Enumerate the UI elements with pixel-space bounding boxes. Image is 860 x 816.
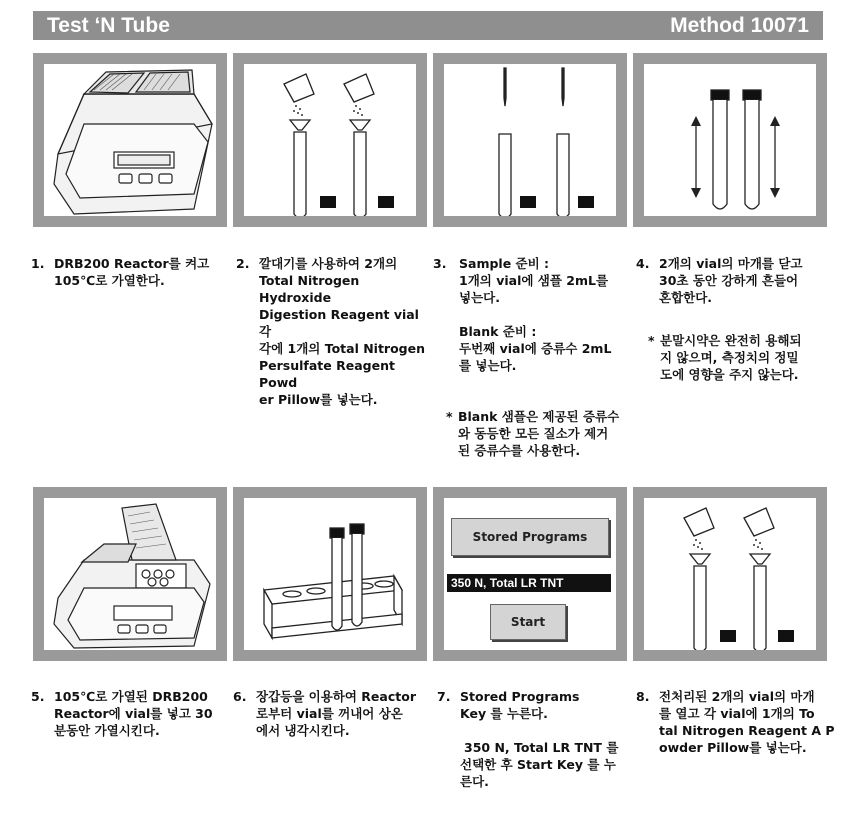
note-line: Blank 샘플은 제공된 증류수 (458, 409, 620, 424)
reactor-open-illustration (44, 498, 216, 650)
vial-rack-illustration (244, 498, 416, 650)
step-line: 에서 냉각시킨다. (256, 723, 350, 738)
step-line: DRB200 Reactor를 켜고 (54, 256, 210, 271)
step-number: 8. (636, 689, 650, 704)
step-line: 깔대기를 사용하여 2개의 (259, 256, 398, 271)
step-line: 105℃로 가열한다. (54, 273, 165, 288)
step-line: 를 열고 각 vial에 1개의 To (659, 706, 815, 721)
step-line: Key 를 누른다. (460, 706, 548, 721)
step-line: 2개의 vial의 마개를 닫고 (659, 256, 803, 271)
step-number: 2. (236, 256, 250, 271)
step-6-image (233, 487, 427, 661)
step-line: Stored Programs (460, 689, 580, 704)
step-3-note (444, 408, 619, 459)
instrument-screen (444, 498, 616, 650)
page-title: Test ‘N Tube (47, 14, 170, 37)
stored-programs-button[interactable]: Stored Programs (451, 518, 609, 556)
page-header (33, 11, 823, 40)
note-line: 지 않으며, 측정치의 정밀 (660, 350, 799, 365)
step-number: 6. (233, 689, 247, 704)
funnel-powder-illustration (244, 64, 416, 216)
step-line: Blank 준비 : (459, 324, 537, 339)
shake-vials-illustration (644, 64, 816, 216)
note-line: 와 동등한 모든 질소가 제거 (458, 426, 609, 441)
reactor-closed-illustration (44, 64, 216, 216)
step-line: 전처리된 2개의 vial의 마개 (659, 689, 815, 704)
step-2-image (233, 53, 427, 227)
start-button[interactable]: Start (490, 604, 566, 640)
step-8-image (633, 487, 827, 661)
step-4-note (646, 332, 802, 383)
method-number: Method 10071 (670, 14, 809, 37)
step-4-image (633, 53, 827, 227)
step-line: 른다. (460, 774, 489, 789)
step-line: 넣는다. (459, 290, 500, 305)
step-line: owder Pillow를 넣는다. (659, 740, 807, 755)
step-line: 분동안 가열시킨다. (54, 723, 160, 738)
note-marker: * (446, 409, 453, 424)
note-line: 도에 영향을 주지 않는다. (660, 367, 799, 382)
step-line: Sample 준비 : (459, 256, 550, 271)
step-line: Total Nitrogen Hydroxide (259, 273, 360, 305)
step-5-image (33, 487, 227, 661)
step-line: 를 넣는다. (459, 358, 517, 373)
step-line: 혼합한다. (659, 290, 713, 305)
step-line: 로부터 vial를 꺼내어 상온 (256, 706, 403, 721)
step-line: 105℃로 가열된 DRB200 (54, 689, 208, 704)
note-line: 분말시약은 완전히 용해되 (660, 333, 802, 348)
step-line: Digestion Reagent vial 각 (259, 307, 419, 339)
step-line: Reactor에 vial를 넣고 30 (54, 706, 213, 721)
step-number: 7. (437, 689, 451, 704)
step-line: 350 N, Total LR TNT 를 (464, 740, 619, 755)
step-line: 30초 동안 강하게 흔들어 (659, 273, 799, 288)
funnel-powder-illustration (644, 498, 816, 650)
step-line: tal Nitrogen Reagent A P (659, 723, 835, 738)
step-7-image (433, 487, 627, 661)
step-line: 선택한 후 Start Key 를 누 (460, 757, 616, 772)
step-1-image (33, 53, 227, 227)
note-marker: * (648, 333, 655, 348)
step-line: er Pillow를 넣는다. (259, 392, 378, 407)
step-line: 1개의 vial에 샘플 2mL를 (459, 273, 609, 288)
step-number: 1. (31, 256, 45, 271)
step-line: 각에 1개의 Total Nitrogen (259, 341, 426, 356)
step-number: 3. (433, 256, 447, 271)
step-number: 5. (31, 689, 45, 704)
pipette-vials-illustration (444, 64, 616, 216)
step-3-image (433, 53, 627, 227)
note-line: 된 증류수를 사용한다. (458, 443, 581, 458)
step-line: 두번째 vial에 증류수 2mL (459, 341, 612, 356)
step-number: 4. (636, 256, 650, 271)
step-line: Persulfate Reagent Powd (259, 358, 395, 390)
program-list-item[interactable]: 350 N, Total LR TNT (447, 574, 611, 592)
step-line: 장갑등을 이용하여 Reactor (256, 689, 416, 704)
